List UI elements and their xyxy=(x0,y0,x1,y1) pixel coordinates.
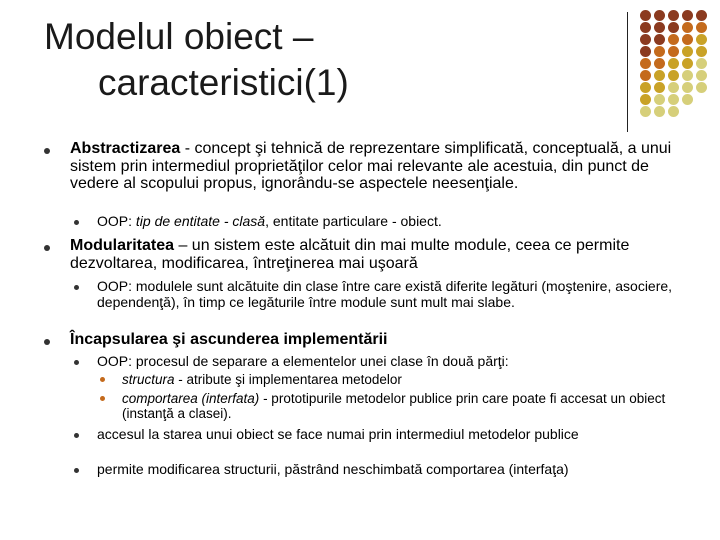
item-italic: tip de entitate - clasă xyxy=(135,213,266,229)
decor-dot xyxy=(654,46,665,57)
list-item-oop-abstractizare xyxy=(97,214,687,230)
decor-dot xyxy=(668,58,679,69)
decor-dot xyxy=(640,10,651,21)
term-incapsularea: Încapsularea şi ascunderea implementării xyxy=(70,331,388,348)
decor-dot xyxy=(654,70,665,81)
decor-dot xyxy=(640,22,651,33)
item-text: - prototipurile metodelor publice prin care poate fi accesat un obiect (instanţă a clasei). xyxy=(122,391,666,421)
bullet-dot xyxy=(74,433,79,438)
item-prefix: OOP: xyxy=(97,213,136,229)
term-modularitatea: Modularitatea xyxy=(70,237,175,254)
decor-dot xyxy=(640,82,651,93)
bullet-dot xyxy=(44,148,50,154)
decor-dot xyxy=(682,10,693,21)
item-text: , entitate particulare - obiect. xyxy=(265,213,442,229)
decor-dot xyxy=(682,94,693,105)
decor-dot xyxy=(696,10,707,21)
item-text: - atribute şi implementarea metodelor xyxy=(174,372,402,387)
item-text: OOP: procesul de separare a elementelor unei clase în două părţi: xyxy=(97,353,509,369)
bullet-dot xyxy=(44,339,50,345)
bullet-dot xyxy=(74,285,79,290)
decor-dot xyxy=(654,82,665,93)
decor-dot xyxy=(696,70,707,81)
decor-dot xyxy=(640,106,651,117)
decor-dot xyxy=(668,46,679,57)
term-abstractizarea: Abstractizarea xyxy=(70,140,181,157)
decor-dot xyxy=(654,34,665,45)
item-text: permite modificarea structurii, păstrând neschimbată comportarea (interfaţa) xyxy=(97,461,569,477)
decor-dot xyxy=(696,46,707,57)
decor-dot xyxy=(640,46,651,57)
bullet-dot xyxy=(74,468,79,473)
decor-dot xyxy=(654,10,665,21)
item-text: accesul la starea unui obiect se face numai prin intermediul metodelor publice xyxy=(97,426,579,442)
item-text: – un sistem este alcătuit din mai multe module, ceea ce permite dezvoltarea, modificarea, întreţinerea mai uşoară xyxy=(70,237,630,272)
list-item-abstractizarea xyxy=(70,140,700,193)
decor-dot xyxy=(640,94,651,105)
item-text: OOP: modulele sunt alcătuite din clase între care există diferite legături (moştenire, asociere, dependenţă), în timp ce legăturile între module sunt mult mai slabe. xyxy=(97,278,673,310)
decor-dot xyxy=(668,94,679,105)
decor-dot xyxy=(696,58,707,69)
bullet-dot xyxy=(74,360,79,365)
item-italic: comportarea (interfata) xyxy=(122,391,260,406)
decor-dot xyxy=(654,106,665,117)
decor-dot xyxy=(668,10,679,21)
decor-dot xyxy=(682,22,693,33)
decor-dot xyxy=(668,106,679,117)
bullet-dot xyxy=(44,245,50,251)
decor-dot xyxy=(668,70,679,81)
decor-dot xyxy=(682,34,693,45)
decor-dot xyxy=(640,58,651,69)
title-line-1: Modelul obiect – xyxy=(44,16,314,57)
item-text: - concept şi tehnică de reprezentare simplificată, conceptuală, a unui sistem prin intermediul proprietăţilor celor mai relevante ale acestuia, din punct de vedere al scopului propus, ignorându-se aspectele neesenţiale. xyxy=(70,140,672,192)
decor-dot xyxy=(696,34,707,45)
list-item-permite xyxy=(97,462,707,478)
decor-dot xyxy=(640,34,651,45)
decor-dot xyxy=(654,94,665,105)
list-item-modularitatea xyxy=(70,237,700,272)
list-item-incapsularea xyxy=(70,331,700,349)
decor-dot xyxy=(654,22,665,33)
bullet-dot-orange xyxy=(100,377,105,382)
decor-dot xyxy=(696,82,707,93)
bullet-dot xyxy=(74,220,79,225)
decor-dot xyxy=(682,70,693,81)
decor-dot xyxy=(640,70,651,81)
decor-dot xyxy=(668,34,679,45)
list-item-accesul xyxy=(97,427,687,443)
decor-dot xyxy=(654,58,665,69)
title-line-2: caracteristici(1) xyxy=(98,62,349,103)
decor-dot xyxy=(668,22,679,33)
list-item-oop-module xyxy=(97,279,687,310)
decor-dot xyxy=(682,46,693,57)
item-italic: structura xyxy=(122,372,175,387)
decor-dot xyxy=(682,58,693,69)
slide-title xyxy=(44,14,349,106)
decor-dot xyxy=(696,22,707,33)
decor-divider xyxy=(627,12,628,132)
decor-dot xyxy=(668,82,679,93)
list-item-comportarea xyxy=(122,391,692,421)
bullet-dot-orange xyxy=(100,396,105,401)
decor-dot xyxy=(682,82,693,93)
list-item-oop-separare xyxy=(97,354,687,370)
list-item-structura xyxy=(122,372,692,387)
